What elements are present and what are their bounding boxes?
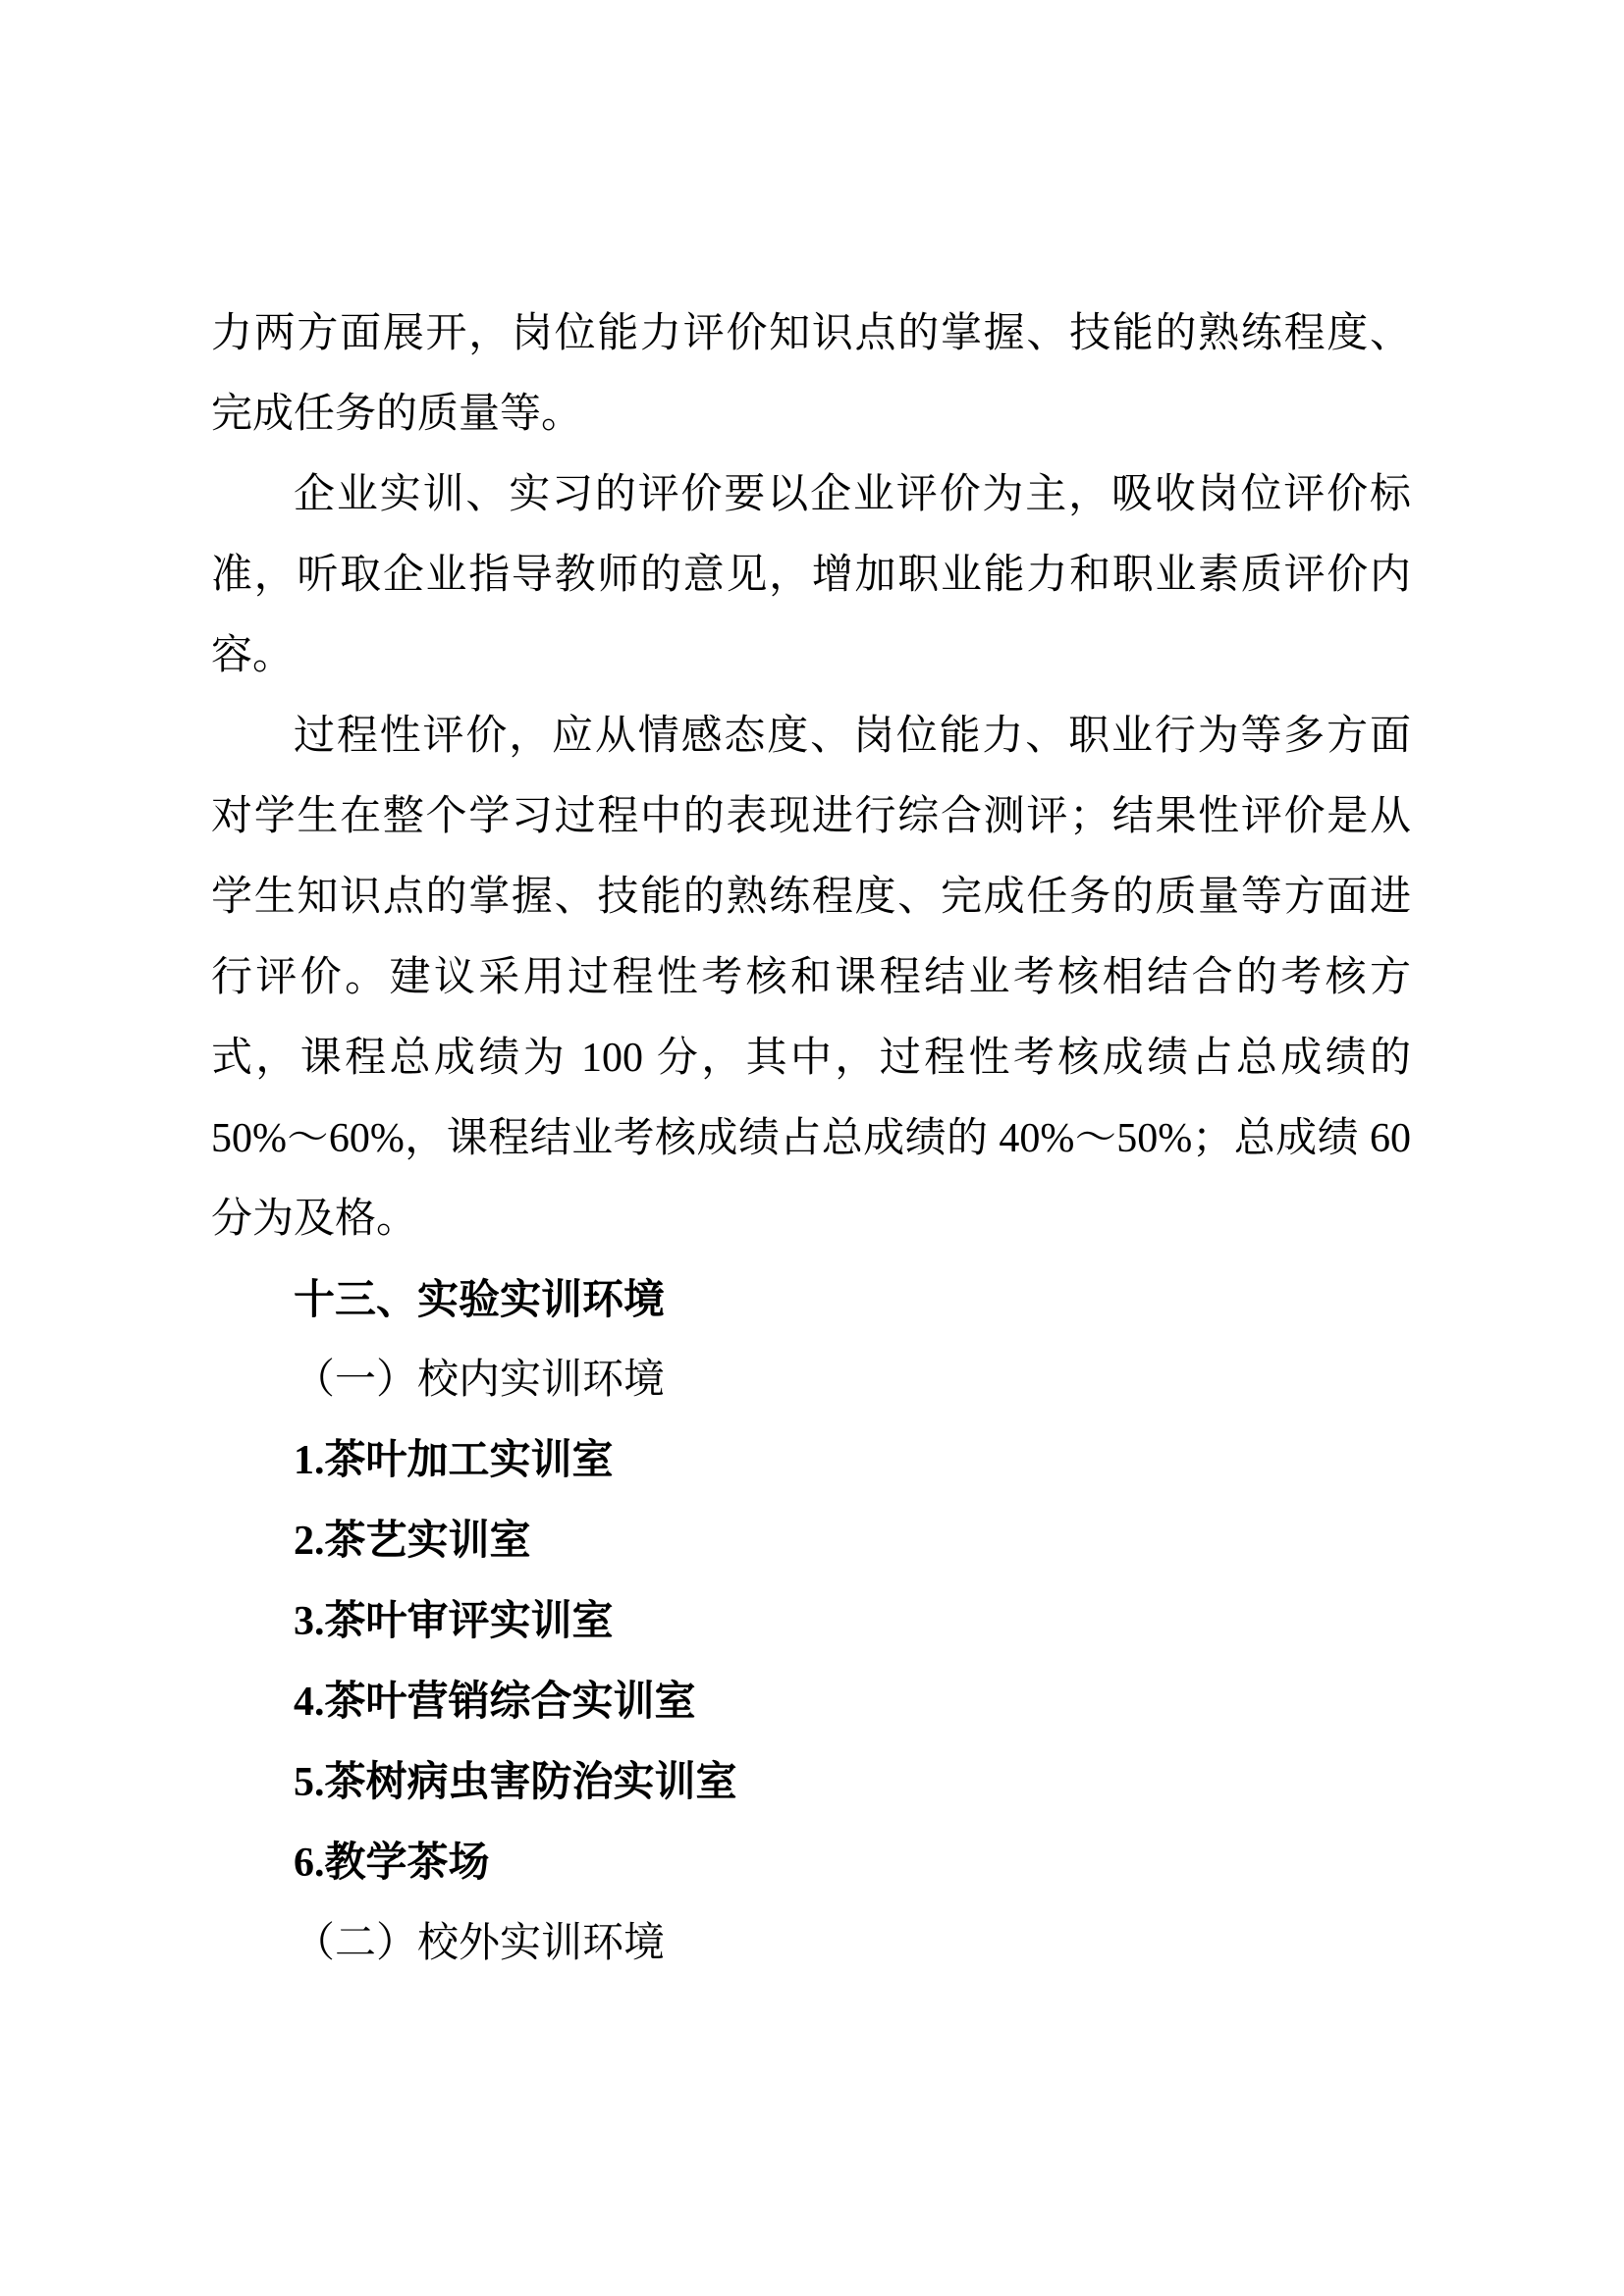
paragraph bbox=[211, 294, 1411, 454]
text-line: 力两方面展开，岗位能力评价知识点的掌握、技能的熟练程度、 bbox=[211, 311, 1411, 356]
text-line: 对学生在整个学习过程中的表现进行综合测评；结果性评价是从 bbox=[211, 794, 1411, 839]
text-line: 准，听取企业指导教师的意见，增加职业能力和职业素质评价内 bbox=[211, 553, 1411, 598]
paragraph bbox=[211, 454, 1411, 696]
list-item-line: 6.教学茶场 bbox=[294, 1841, 490, 1886]
text-line: 行评价。建议采用过程性考核和课程结业考核相结合的考核方 bbox=[211, 955, 1411, 1000]
sub-heading bbox=[211, 1903, 1411, 1984]
heading-line: （二）校外实训环境 bbox=[294, 1921, 666, 1966]
text-line: 50%～60%，课程结业考核成绩占总成绩的 40%～50%；总成绩 60 bbox=[211, 1116, 1411, 1161]
list-item bbox=[211, 1581, 1411, 1662]
list-item-line: 2.茶艺实训室 bbox=[294, 1519, 531, 1564]
list-item-line: 3.茶叶审评实训室 bbox=[294, 1599, 614, 1644]
list-item bbox=[211, 1823, 1411, 1903]
text-line: 完成任务的质量等。 bbox=[211, 392, 583, 437]
paragraph bbox=[211, 696, 1411, 1259]
sub-heading bbox=[211, 1340, 1411, 1420]
list-item-line: 4.茶叶营销综合实训室 bbox=[294, 1680, 696, 1725]
list-item bbox=[211, 1662, 1411, 1742]
section-heading bbox=[211, 1259, 1411, 1340]
document-content bbox=[211, 294, 1411, 1984]
list-item bbox=[211, 1501, 1411, 1581]
text-line: 企业实训、实习的评价要以企业评价为主，吸收岗位评价标 bbox=[294, 472, 1411, 517]
list-item-line: 1.茶叶加工实训室 bbox=[294, 1438, 614, 1483]
list-item bbox=[211, 1742, 1411, 1823]
text-line: 学生知识点的掌握、技能的熟练程度、完成任务的质量等方面进 bbox=[211, 875, 1411, 920]
list-item-line: 5.茶树病虫害防治实训室 bbox=[294, 1760, 737, 1805]
text-line: 式，课程总成绩为 100 分，其中，过程性考核成绩占总成绩的 bbox=[211, 1036, 1411, 1081]
heading-line: 十三、实验实训环境 bbox=[294, 1276, 666, 1322]
text-line: 容。 bbox=[211, 633, 295, 678]
text-line: 过程性评价，应从情感态度、岗位能力、职业行为等多方面 bbox=[294, 714, 1411, 759]
list-item bbox=[211, 1420, 1411, 1501]
heading-line: （一）校内实训环境 bbox=[294, 1358, 666, 1403]
text-line: 分为及格。 bbox=[211, 1197, 418, 1242]
